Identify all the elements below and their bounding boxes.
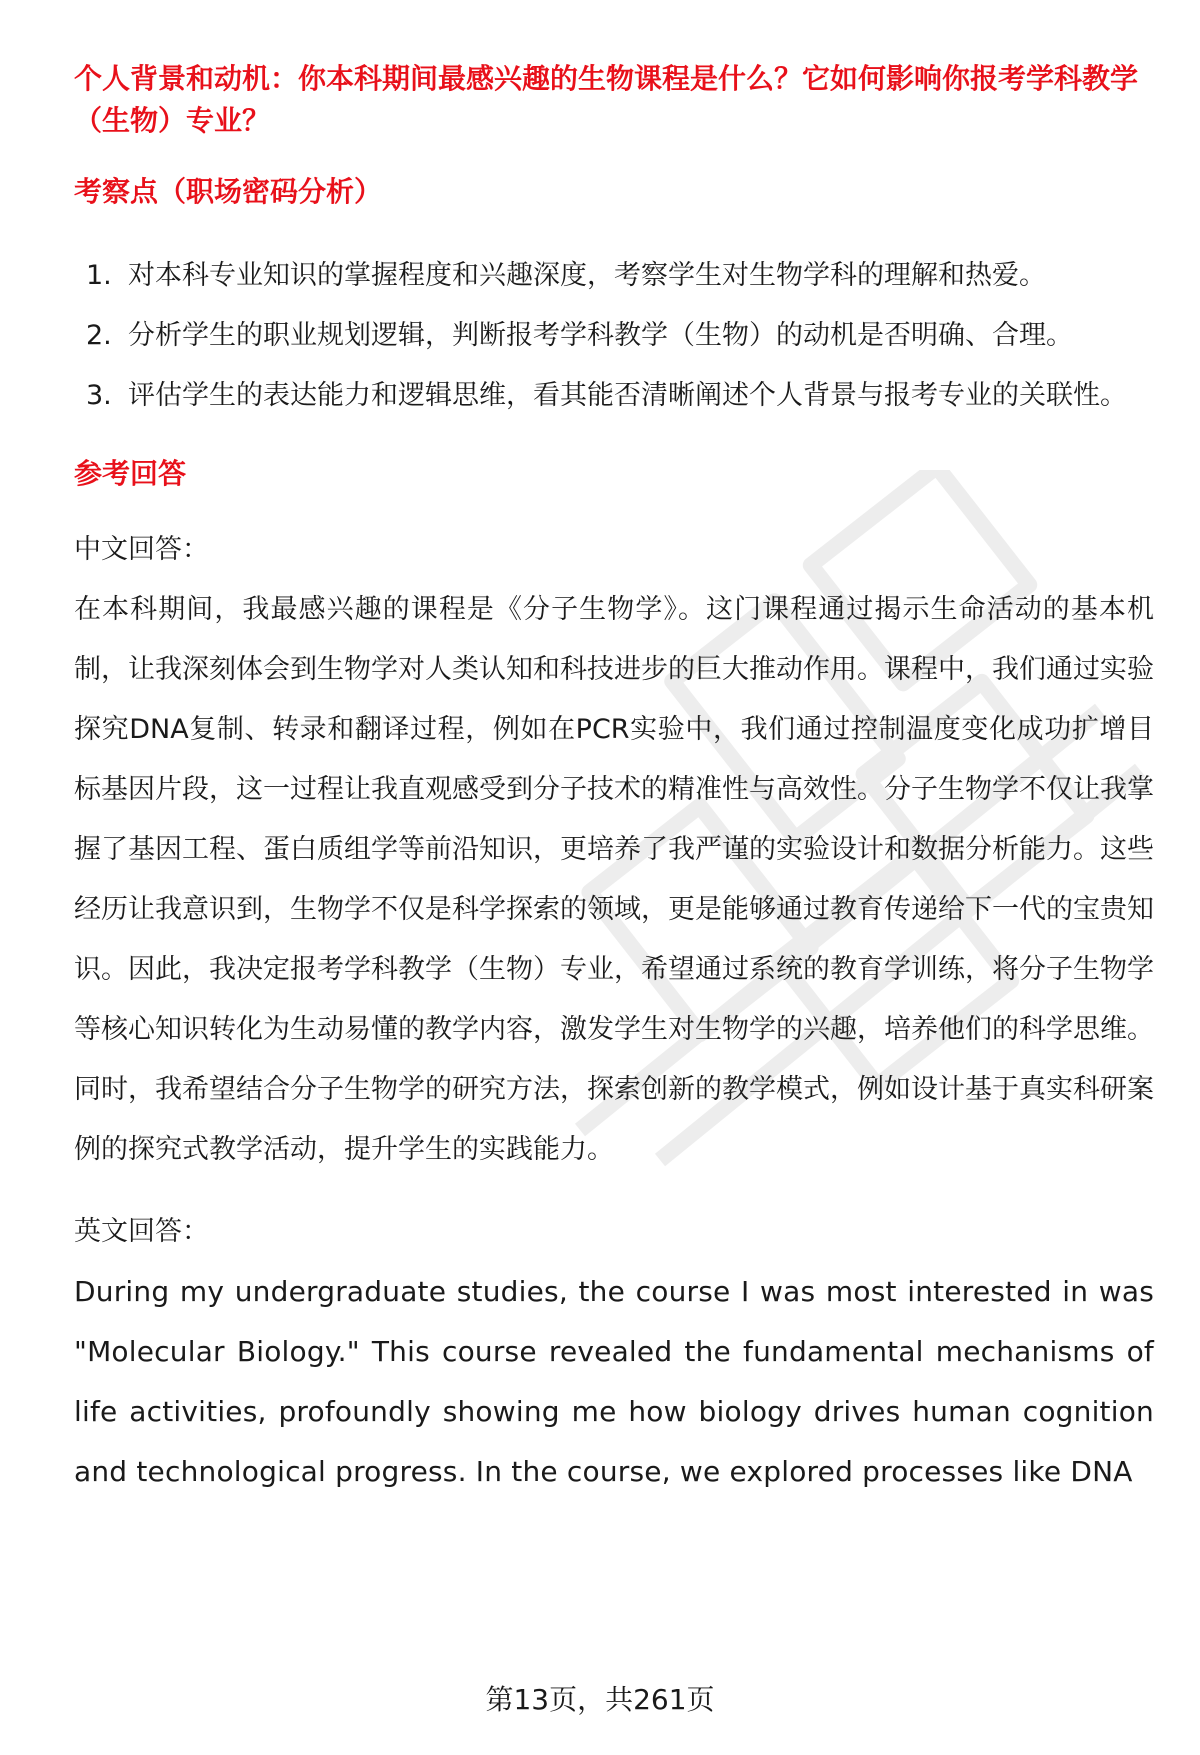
page-number: 第13页，共261页 — [485, 1683, 715, 1716]
question-title: 个人背景和动机：你本科期间最感兴趣的生物课程是什么？它如何影响你报考学科教学（生物）专业？ — [74, 62, 1139, 137]
list-item — [74, 366, 1154, 426]
list-item-number: 3. — [86, 380, 112, 411]
list-item — [74, 306, 1154, 366]
list-item — [74, 246, 1154, 306]
chinese-answer-label: 中文回答： — [74, 534, 209, 565]
list-item-number: 1. — [86, 260, 112, 291]
list-item-text: 对本科专业知识的掌握程度和兴趣深度，考察学生对生物学科的理解和热爱。 — [128, 260, 1046, 291]
english-answer-label: 英文回答： — [74, 1216, 209, 1247]
document-page — [74, 58, 1154, 1502]
points-heading: 考察点（职场密码分析） — [74, 175, 383, 208]
list-item-text: 评估学生的表达能力和逻辑思维，看其能否清晰阐述个人背景与报考专业的关联性。 — [128, 380, 1127, 411]
chinese-answer-text: 在本科期间，我最感兴趣的课程是《分子生物学》。这门课程通过揭示生命活动的基本机制，让我深刻体会到生物学对人类认知和科技进步的巨大推动作用。课程中，我们通过实验探究DNA复制、转录和翻译过程，例如在PCR实验中，我们通过控制温度变化成功扩增目标基因片段，这一过程让我直观感受到分子技术的精准性与高效性。分子生物学不仅让我掌握了基因工程、蛋白质组学等前沿知识，更培养了我严谨的实验设计和数据分析能力。这些经历让我意识到，生物学不仅是科学探索的领域，更是能够通过教育传递给下一代的宝贵知识。因此，我决定报考学科教学（生物）专业，希望通过系统的教育学训练，将分子生物学等核心知识转化为生动易懂的教学内容，激发学生对生物学的兴趣，培养他们的科学思维。同时，我希望结合分子生物学的研究方法，探索创新的教学模式，例如设计基于真实科研案例的探究式教学活动，提升学生的实践能力。 — [74, 594, 1154, 1165]
assessment-points-list — [74, 246, 1154, 426]
list-item-text: 分析学生的职业规划逻辑，判断报考学科教学（生物）的动机是否明确、合理。 — [128, 320, 1073, 351]
english-answer-text: During my undergraduate studies, the course I was most interested in was "Molecular Biology." This course revealed the fundamental mechanisms of life activities, profoundly showing me how biology drives human cognition and technological progress. In the course, we explored processes like DNA — [74, 1275, 1154, 1488]
answer-heading: 参考回答 — [74, 457, 187, 490]
list-item-number: 2. — [86, 320, 112, 351]
